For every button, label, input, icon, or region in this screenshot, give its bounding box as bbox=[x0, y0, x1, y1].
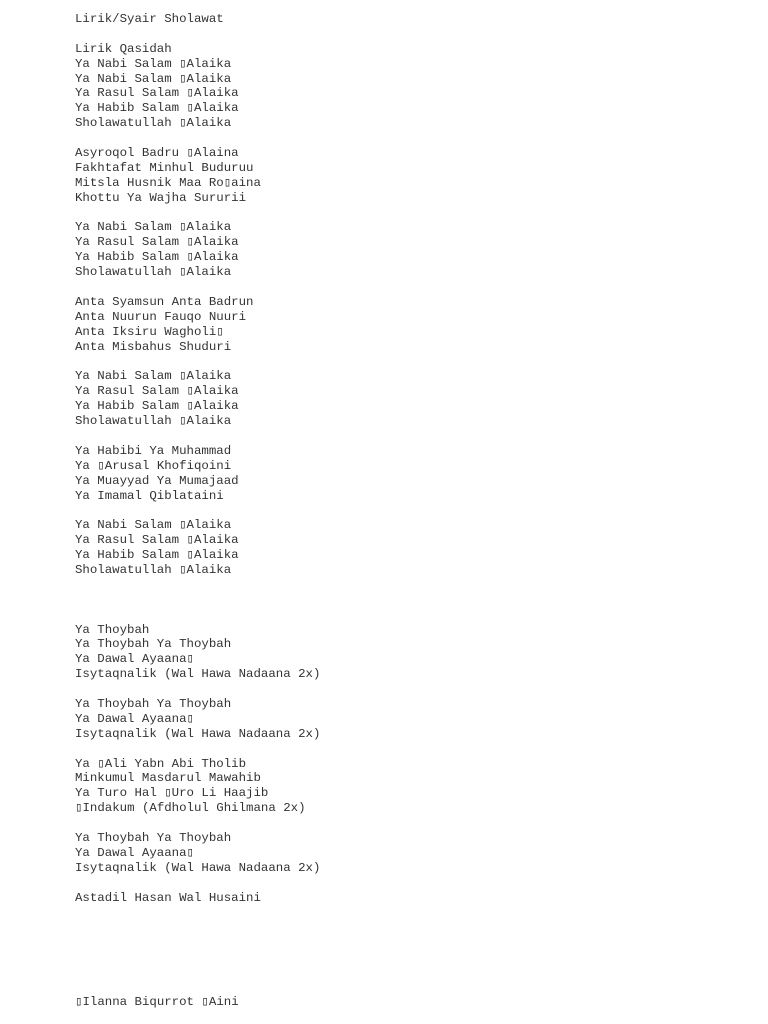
lyric-line: Ya Rasul Salam ▯​Alaika bbox=[75, 533, 239, 548]
stanza bbox=[75, 831, 755, 876]
stanza bbox=[75, 369, 755, 429]
lyric-line: Ya Nabi Salam ▯​Alaika bbox=[75, 71, 232, 86]
lyric-line: Sholawatullah ▯​Alaika bbox=[75, 265, 232, 280]
lyric-line: Isytaqnalik (Wal Hawa Nadaana 2x) bbox=[75, 860, 321, 875]
lyric-line: Ya Rasul Salam ▯​Alaika bbox=[75, 86, 239, 101]
lyric-line: Ya Dawal Ayaana▯ bbox=[75, 845, 194, 860]
lyric-line: Isytaqnalik (Wal Hawa Nadaana 2x) bbox=[75, 726, 321, 741]
stanza bbox=[75, 891, 755, 906]
lyric-line: Sholawatullah ▯​Alaika bbox=[75, 414, 232, 429]
lyric-line: Ya Thoybah Ya Thoybah bbox=[75, 696, 232, 711]
lyric-line: Sholawatullah ▯​Alaika bbox=[75, 116, 232, 131]
lyric-line: Ya Nabi Salam ▯​Alaika bbox=[75, 56, 232, 71]
lyric-line: Ya Nabi Salam ▯​Alaika bbox=[75, 369, 232, 384]
lyric-line: Asyroqol Badru ▯​Alaina bbox=[75, 146, 239, 161]
lyric-line: Ya Nabi Salam ▯​Alaika bbox=[75, 518, 232, 533]
lyric-line: Ya Habibi Ya Muhammad bbox=[75, 443, 232, 458]
lyric-line: Ya Turo Hal ▯​Uro Li Haajib bbox=[75, 786, 269, 801]
lyric-line: Ya Thoybah Ya Thoybah bbox=[75, 831, 232, 845]
lyric-line: Isytaqnalik (Wal Hawa Nadaana 2x) bbox=[75, 667, 321, 682]
lyric-line: Ya Thoybah Ya Thoybah bbox=[75, 637, 232, 652]
lyric-line: Ya ▯​Arusal Khofiqoini bbox=[75, 458, 232, 473]
section-ya-thoybah bbox=[75, 623, 755, 906]
stanza bbox=[75, 295, 755, 355]
section-qasidah bbox=[75, 57, 755, 578]
stanza bbox=[75, 57, 755, 131]
stanza bbox=[75, 220, 755, 280]
lyrics-document bbox=[75, 12, 755, 1010]
lyric-line: Fakhtafat Minhul Buduruu bbox=[75, 160, 254, 175]
lyric-line: Khottu Ya Wajha Sururii bbox=[75, 190, 247, 205]
lyric-line: Ya Rasul Salam ▯​Alaika bbox=[75, 235, 239, 250]
stanza bbox=[75, 444, 755, 504]
lyric-line: Anta Nuurun Fauqo Nuuri bbox=[75, 309, 247, 324]
lyric-line: Ya Habib Salam ▯​Alaika bbox=[75, 101, 239, 116]
stanza bbox=[75, 757, 755, 817]
lyric-line: Astadil Hasan Wal Husaini bbox=[75, 890, 261, 905]
lyric-line: Anta Iksiru Wagholi▯ bbox=[75, 324, 224, 339]
lyric-line: ▯​Indakum (Afdholul Ghilmana 2x) bbox=[75, 801, 306, 816]
stanza bbox=[75, 518, 755, 578]
lyric-line: Anta Syamsun Anta Badrun bbox=[75, 294, 254, 309]
lyric-line: Ya Dawal Ayaana▯ bbox=[75, 711, 194, 726]
lyric-line: Ya Habib Salam ▯​Alaika bbox=[75, 250, 239, 265]
section-heading: Lirik Qasidah bbox=[75, 41, 172, 56]
lyric-line: Sholawatullah ▯​Alaika bbox=[75, 562, 232, 577]
lyric-line: Ya Habib Salam ▯​Alaika bbox=[75, 548, 239, 563]
stanza bbox=[75, 146, 755, 206]
lyric-line: Ya Thoybah bbox=[75, 622, 150, 637]
document-title: Lirik/Syair Sholawat bbox=[75, 12, 224, 26]
stanza bbox=[75, 623, 755, 683]
lyric-line: Ya Imamal Qiblataini bbox=[75, 488, 224, 503]
lyric-line: Ya Muayyad Ya Mumajaad bbox=[75, 473, 239, 488]
lyric-line: Mitsla Husnik Maa Ro▯​aina bbox=[75, 175, 261, 190]
lyric-line: ▯​Ilanna Biqurrot ▯​Aini bbox=[75, 994, 239, 1009]
section-ilanna bbox=[75, 995, 755, 1010]
lyric-line: Ya ▯​Ali Yabn Abi Tholib bbox=[75, 756, 247, 771]
lyric-line: Ya Habib Salam ▯​Alaika bbox=[75, 399, 239, 414]
lyric-line: Anta Misbahus Shuduri bbox=[75, 339, 232, 354]
stanza bbox=[75, 697, 755, 742]
lyric-line: Ya Dawal Ayaana▯ bbox=[75, 652, 194, 667]
lyric-line: Ya Nabi Salam ▯​Alaika bbox=[75, 220, 232, 235]
lyric-line: Ya Rasul Salam ▯​Alaika bbox=[75, 384, 239, 399]
lyric-line: Minkumul Masdarul Mawahib bbox=[75, 771, 261, 786]
